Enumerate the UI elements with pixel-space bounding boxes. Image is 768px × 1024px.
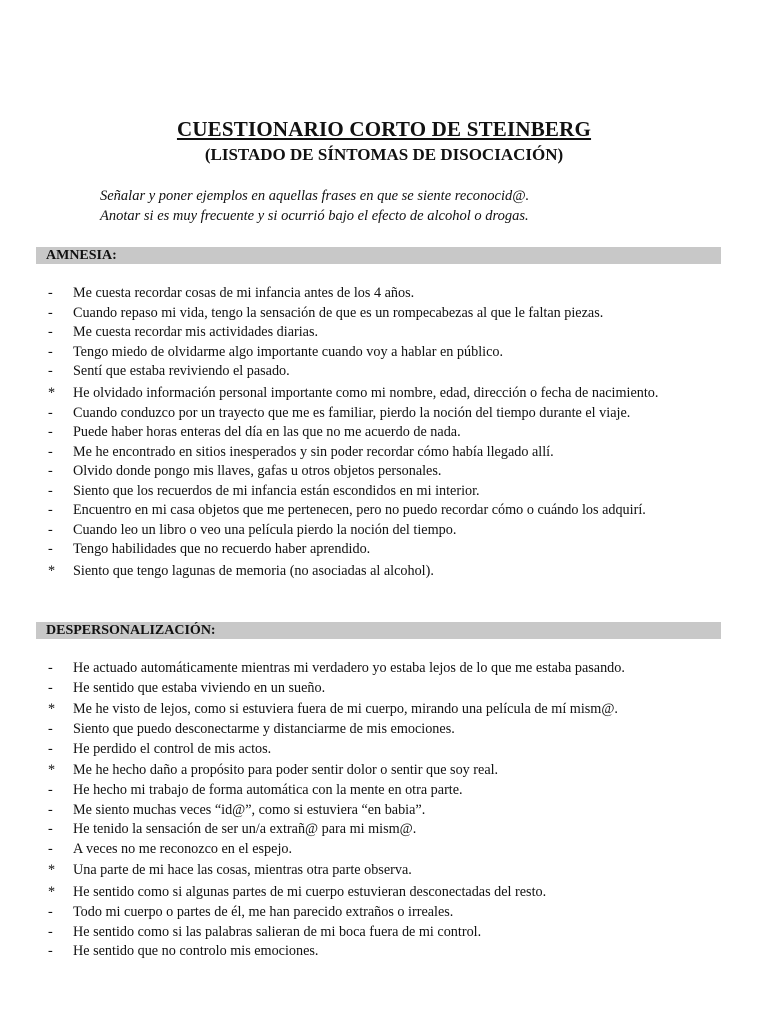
- list-item: [0, 859, 768, 881]
- dash-marker: -: [48, 463, 53, 479]
- list-item: [0, 740, 768, 760]
- list-item: [0, 462, 768, 482]
- list-item: [0, 362, 768, 382]
- dash-marker: -: [48, 404, 53, 421]
- list-item-text: He olvidado información personal importante como mi nombre, edad, dirección o fecha de nacimiento.: [73, 384, 659, 401]
- dash-marker: -: [48, 904, 53, 920]
- list-item: [0, 659, 768, 679]
- list-item-text: He actuado automáticamente mientras mi verdadero yo estaba lejos de lo que me estaba pasando.: [73, 660, 625, 676]
- instruction-line: Señalar y poner ejemplos en aquellas frases en que se siente reconocid@.: [100, 188, 530, 204]
- list-item-text: He sentido que no controlo mis emociones.: [73, 943, 319, 959]
- list-item: [0, 304, 768, 324]
- list-item: [0, 423, 768, 443]
- asterisk-marker: *: [48, 884, 56, 900]
- list-item-text: Siento que tengo lagunas de memoria (no asociadas al alcohol).: [73, 562, 434, 579]
- asterisk-marker: *: [48, 862, 56, 878]
- list-item-text: Sentí que estaba reviviendo el pasado.: [73, 363, 290, 379]
- list-item: [0, 720, 768, 740]
- section-heading-despersonalizacion: DESPERSONALIZACIÓN:: [36, 622, 721, 639]
- list-item: [0, 679, 768, 699]
- list-item: [0, 820, 768, 840]
- list-item-text: Cuando repaso mi vida, tengo la sensación de que es un rompecabezas al que le faltan piezas.: [73, 304, 604, 321]
- list-item: [0, 323, 768, 343]
- list-item-text: A veces no me reconozco en el espejo.: [73, 840, 293, 857]
- dash-marker: -: [48, 443, 53, 460]
- list-item: [0, 560, 768, 582]
- list-item-text: Cuando conduzco por un trayecto que me es familiar, pierdo la noción del tiempo durante el viaje.: [73, 404, 631, 421]
- list-item: [0, 482, 768, 502]
- dash-marker: -: [48, 482, 53, 499]
- list-item-text: Olvido donde pongo mis llaves, gafas u otros objetos personales.: [73, 463, 442, 479]
- dash-marker: -: [48, 285, 53, 301]
- list-item-text: Siento que puedo desconectarme y distanciarme de mis emociones.: [73, 721, 455, 737]
- list-item: [0, 840, 768, 860]
- instruction-line: Anotar si es muy frecuente y si ocurrió bajo el efecto de alcohol o drogas.: [100, 208, 529, 224]
- list-item-text: Siento que los recuerdos de mi infancia están escondidos en mi interior.: [73, 482, 480, 499]
- list-item-text: Una parte de mi hace las cosas, mientras otra parte observa.: [73, 862, 412, 878]
- dash-marker: -: [48, 840, 53, 857]
- list-item-text: Me he visto de lejos, como si estuviera fuera de mi cuerpo, mirando una película de mí mism@.: [73, 701, 618, 717]
- asterisk-marker: *: [48, 762, 56, 778]
- list-item-text: Tengo miedo de olvidarme algo importante cuando voy a hablar en público.: [73, 343, 504, 360]
- list-item-text: He sentido que estaba viviendo en un sueño.: [73, 679, 326, 696]
- list-item: [0, 382, 768, 404]
- list-item: [0, 903, 768, 923]
- dash-marker: -: [48, 541, 53, 557]
- list-item: [0, 801, 768, 821]
- dash-marker: -: [48, 343, 53, 360]
- list-item: [0, 521, 768, 541]
- dash-marker: -: [48, 923, 53, 940]
- dash-marker: -: [48, 502, 53, 518]
- dash-marker: -: [48, 721, 53, 737]
- list-item-text: Me siento muchas veces “id@”, como si estuviera “en babia”.: [73, 801, 426, 818]
- list-item-text: Puede haber horas enteras del día en las que no me acuerdo de nada.: [73, 424, 461, 440]
- list-item: [0, 698, 768, 720]
- list-item: [0, 443, 768, 463]
- asterisk-marker: *: [48, 562, 56, 579]
- list-item-text: Todo mi cuerpo o partes de él, me han parecido extraños o irreales.: [73, 904, 454, 920]
- list-item-text: Me cuesta recordar mis actividades diarias.: [73, 324, 319, 340]
- dash-marker: -: [48, 521, 53, 538]
- dash-marker: -: [48, 424, 53, 440]
- dash-marker: -: [48, 801, 53, 818]
- dash-marker: -: [48, 324, 53, 340]
- list-item: [0, 759, 768, 781]
- dash-marker: -: [48, 782, 53, 798]
- list-item-text: Tengo habilidades que no recuerdo haber aprendido.: [73, 541, 371, 557]
- asterisk-marker: *: [48, 701, 56, 717]
- list-item: [0, 923, 768, 943]
- dash-marker: -: [48, 363, 53, 379]
- list-item-text: Cuando leo un libro o veo una película pierdo la noción del tiempo.: [73, 521, 457, 538]
- dash-marker: -: [48, 660, 53, 676]
- list-item: [0, 343, 768, 363]
- list-item: [0, 781, 768, 801]
- list-item-text: Encuentro en mi casa objetos que me pertenecen, pero no puedo recordar cómo o cuándo los adquirí.: [73, 502, 646, 518]
- instructions: [100, 186, 529, 226]
- list-item: [0, 501, 768, 521]
- list-item-text: He hecho mi trabajo de forma automática con la mente en otra parte.: [73, 782, 463, 798]
- list-item-text: He tenido la sensación de ser un/a extrañ@ para mi mism@.: [73, 821, 417, 837]
- dash-marker: -: [48, 943, 53, 959]
- list-item-text: He perdido el control de mis actos.: [73, 740, 272, 757]
- list-item: [0, 942, 768, 962]
- list-item: [0, 881, 768, 903]
- list-item: [0, 284, 768, 304]
- list-item-text: He sentido como si las palabras salieran de mi boca fuera de mi control.: [73, 923, 482, 940]
- dash-marker: -: [48, 679, 53, 696]
- amnesia-list: [0, 284, 768, 582]
- despersonalizacion-list: [0, 659, 768, 962]
- list-item-text: He sentido como si algunas partes de mi cuerpo estuvieran desconectadas del resto.: [73, 884, 547, 900]
- list-item: [0, 404, 768, 424]
- list-item-text: Me he encontrado en sitios inesperados y sin poder recordar cómo había llegado allí.: [73, 443, 554, 460]
- list-item-text: Me cuesta recordar cosas de mi infancia antes de los 4 años.: [73, 285, 415, 301]
- asterisk-marker: *: [48, 384, 56, 401]
- dash-marker: -: [48, 740, 53, 757]
- dash-marker: -: [48, 821, 53, 837]
- list-item-text: Me he hecho daño a propósito para poder sentir dolor o sentir que soy real.: [73, 762, 499, 778]
- document-title: CUESTIONARIO CORTO DE STEINBERG: [176, 117, 592, 141]
- document-subtitle: (LISTADO DE SÍNTOMAS DE DISOCIACIÓN): [204, 145, 564, 164]
- list-item: [0, 540, 768, 560]
- section-heading-amnesia: AMNESIA:: [36, 247, 721, 264]
- dash-marker: -: [48, 304, 53, 321]
